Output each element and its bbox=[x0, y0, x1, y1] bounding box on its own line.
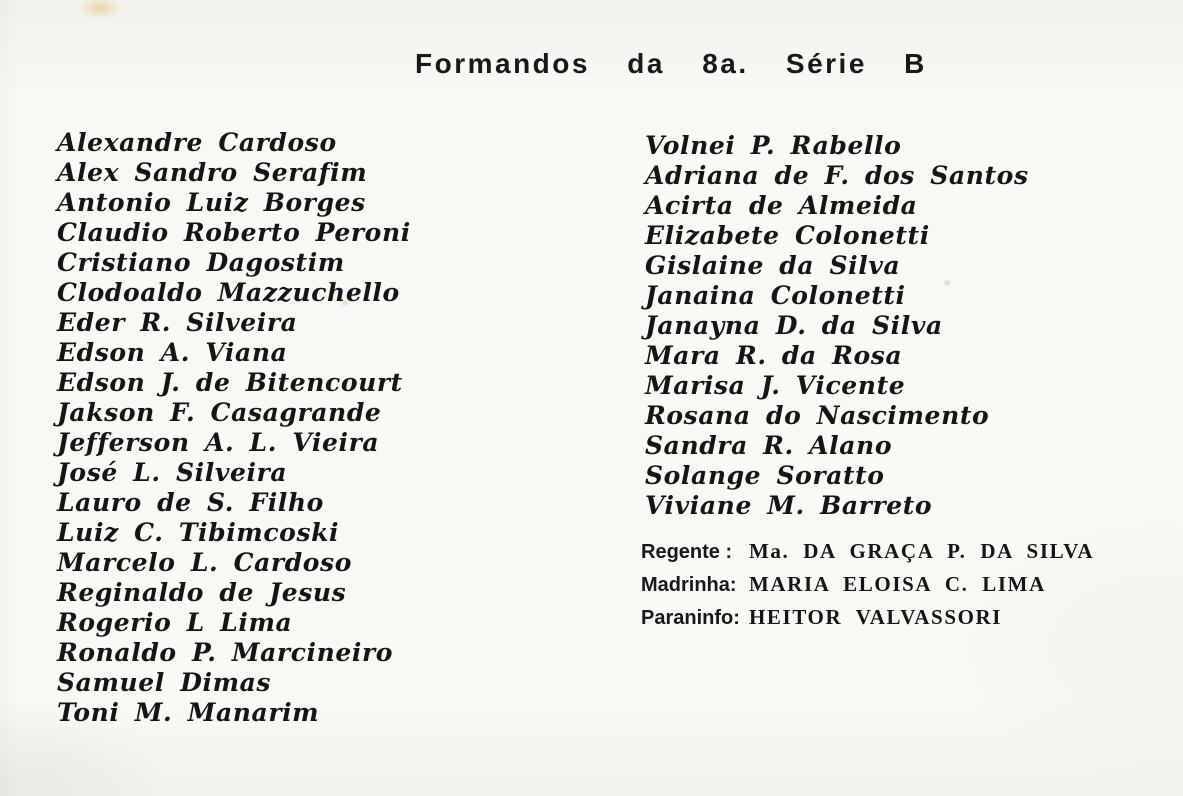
graduate-name: Mara R. da Rosa bbox=[645, 341, 903, 370]
staff-role-label: Regente : bbox=[641, 541, 733, 563]
graduate-name: Alexandre Cardoso bbox=[57, 128, 337, 157]
graduate-name: Janaina Colonetti bbox=[645, 281, 906, 310]
staff-row-regente bbox=[641, 536, 1094, 569]
graduate-name: Alex Sandro Serafim bbox=[57, 158, 368, 187]
graduate-name: Acirta de Almeida bbox=[645, 191, 918, 220]
graduate-name: Sandra R. Alano bbox=[645, 431, 893, 460]
graduate-name: Edson J. de Bitencourt bbox=[57, 368, 403, 397]
staff-block bbox=[641, 536, 1094, 635]
graduate-name: Antonio Luiz Borges bbox=[57, 188, 366, 217]
staff-row-paraninfo bbox=[641, 602, 1094, 635]
graduate-name: Eder R. Silveira bbox=[57, 308, 298, 337]
graduate-name: Lauro de S. Filho bbox=[57, 488, 324, 517]
graduate-name: Luiz C. Tibimcoski bbox=[57, 518, 340, 547]
graduate-name: Viviane M. Barreto bbox=[645, 491, 933, 520]
graduates-right-column bbox=[645, 131, 1029, 521]
page-title: Formandos da 8a. Série B bbox=[415, 48, 927, 79]
graduate-name: Ronaldo P. Marcineiro bbox=[57, 638, 394, 667]
graduate-name: Adriana de F. dos Santos bbox=[645, 161, 1029, 190]
graduate-name: Volnei P. Rabello bbox=[645, 131, 902, 160]
graduate-name: Rosana do Nascimento bbox=[645, 401, 990, 430]
graduate-name: Jefferson A. L. Vieira bbox=[57, 428, 380, 457]
graduates-left-column bbox=[57, 128, 411, 728]
staff-row-madrinha bbox=[641, 569, 1094, 602]
graduate-name: Clodoaldo Mazzuchello bbox=[57, 278, 400, 307]
graduate-name: Solange Soratto bbox=[645, 461, 885, 490]
staff-person-name: MARIA ELOISA C. LIMA bbox=[749, 572, 1046, 596]
graduate-name: Janayna D. da Silva bbox=[645, 311, 943, 340]
graduate-name: Edson A. Viana bbox=[57, 338, 288, 367]
graduate-name: José L. Silveira bbox=[57, 458, 288, 487]
staff-person-name: HEITOR VALVASSORI bbox=[749, 605, 1003, 629]
graduate-name: Reginaldo de Jesus bbox=[57, 578, 347, 607]
graduate-name: Rogerio L Lima bbox=[57, 608, 293, 637]
staff-role-label: Madrinha: bbox=[641, 574, 737, 596]
graduate-name: Marcelo L. Cardoso bbox=[57, 548, 353, 577]
graduate-name: Gislaine da Silva bbox=[645, 251, 901, 280]
graduate-name: Elizabete Colonetti bbox=[645, 221, 930, 250]
graduate-name: Samuel Dimas bbox=[57, 668, 272, 697]
staff-role-label: Paraninfo: bbox=[641, 607, 740, 629]
graduate-name: Jakson F. Casagrande bbox=[57, 398, 382, 427]
graduate-name: Marisa J. Vicente bbox=[645, 371, 906, 400]
graduate-name: Claudio Roberto Peroni bbox=[57, 218, 411, 247]
graduate-name: Cristiano Dagostim bbox=[57, 248, 345, 277]
graduate-name: Toni M. Manarim bbox=[57, 698, 320, 727]
staff-person-name: Ma. DA GRAÇA P. DA SILVA bbox=[749, 539, 1095, 563]
